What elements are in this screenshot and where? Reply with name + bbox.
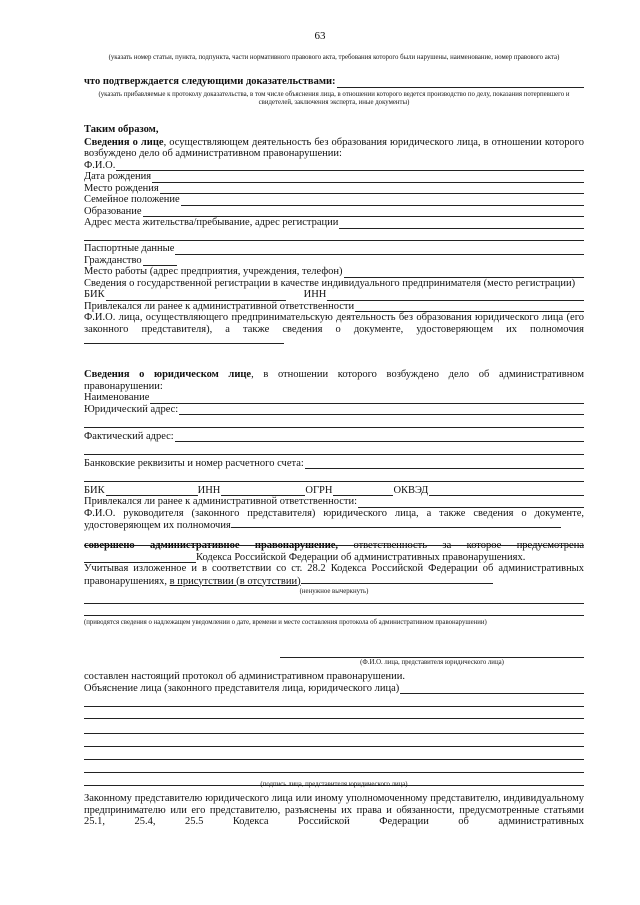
birth-place-label: Место рождения: [84, 182, 159, 194]
education-field[interactable]: [143, 207, 584, 217]
education-label: Образование: [84, 205, 142, 217]
fio-field[interactable]: [116, 161, 584, 171]
legal-bik-label: БИК: [84, 484, 105, 496]
ogrn-field[interactable]: [333, 486, 393, 496]
article-field[interactable]: [84, 553, 196, 563]
fio-hint: (Ф.И.О. лица, представителя юридического лица): [360, 659, 504, 666]
explanation-line-2[interactable]: [84, 707, 584, 720]
thus-label: Таким образом,: [84, 124, 159, 135]
prev-label: Привлекался ли ранее к административной ответственности: [84, 300, 355, 312]
code-label: Кодекса Российской Федерации об административных правонарушениях.: [196, 551, 526, 563]
proof-line: [84, 76, 584, 88]
bank-field[interactable]: [305, 459, 584, 469]
page-number: 63: [314, 30, 326, 42]
legal-name-label: Наименование: [84, 392, 150, 403]
explanation-line-6[interactable]: [84, 760, 584, 773]
fio-label: Ф.И.О.: [84, 159, 116, 171]
legal-prev-field[interactable]: [358, 498, 584, 508]
inn-label: ИНН: [303, 289, 327, 300]
citizenship-label: Гражданство: [84, 254, 142, 266]
explanation-line-1[interactable]: [84, 694, 584, 707]
final-paragraph: [84, 793, 584, 828]
bank-label: Банковские реквизиты и номер расчетного счета:: [84, 457, 304, 469]
family-field[interactable]: [181, 196, 584, 206]
head-label: Ф.И.О. руководителя (законного представителя) юридического лица, а также сведения о документе, удостоверяющем их полномочия: [84, 507, 584, 531]
bik-label: БИК: [84, 289, 105, 300]
explanation-label: Объяснение лица (законного представителя лица, юридического лица): [84, 682, 400, 694]
person-intro: Сведения о лице, осуществляющем деятельность без образования юридического лица, в отношении которого возбуждено дело об административном правонарушении:: [84, 136, 585, 159]
passport-field[interactable]: [175, 245, 584, 255]
legal-section: [84, 369, 584, 546]
passport-label: Паспортные данные: [84, 243, 175, 254]
ogrn-label: ОГРН: [305, 484, 333, 496]
fio-sign-field[interactable]: [280, 647, 584, 658]
legal-address-field[interactable]: [179, 405, 584, 415]
inn-field[interactable]: [327, 291, 584, 301]
address-extra-field[interactable]: [84, 229, 584, 242]
representative-field[interactable]: [84, 335, 284, 344]
ip-registration-label: Сведения о государственной регистрации в качестве индивидуального предпринимателя (место регистрации): [84, 277, 576, 289]
actual-address-label: Фактический адрес:: [84, 430, 174, 442]
proof-label: что подтверждается следующими доказательствами:: [84, 76, 336, 87]
notice-field-2[interactable]: [84, 604, 584, 616]
citizenship-field[interactable]: [143, 256, 177, 266]
strike-hint: (ненужное вычеркнуть): [299, 588, 369, 595]
considering-text: Учитывая изложенное и в соответствии со ст. 28.2 Кодекса Российской Федерации об административных правонарушениях, в присутствии (в отсутствии): [84, 563, 584, 587]
notice-field-1[interactable]: [84, 596, 584, 604]
actual-address-extra[interactable]: [84, 442, 584, 455]
article-hint: (указать номер статьи, пункта, подпункта, части нормативного правового акта, требования которого были нарушены, наименование, номер правового акта): [108, 54, 560, 61]
head-field[interactable]: [231, 519, 561, 528]
explanation-line-3[interactable]: [84, 719, 584, 734]
explanation-section: [84, 671, 584, 786]
legal-address-label: Юридический адрес:: [84, 403, 179, 415]
bik-field[interactable]: [106, 291, 286, 301]
workplace-label: Место работы (адрес предприятия, учреждения, телефон): [84, 266, 343, 277]
explanation-field[interactable]: [400, 684, 584, 694]
presence-option[interactable]: в присутствии (в отсутствии): [169, 575, 301, 587]
explanation-line-4[interactable]: [84, 734, 584, 747]
legal-intro: Сведения о юридическом лице, в отношении которого возбуждено дело об административном правонарушении:: [84, 369, 585, 392]
rights-text: Законному представителю юридического лица или иному уполномоченному представителю, индивидуальному предпринимателю или его представителю, разъяснены их права и обязанности, предусмотренные статьями 25.1, 25.4, 25.5 Кодекса Российской Федерации об административных: [84, 793, 584, 827]
presence-field[interactable]: [301, 575, 493, 584]
legal-bik-field[interactable]: [106, 486, 198, 496]
birth-place-field[interactable]: [160, 184, 584, 194]
address-field[interactable]: [339, 219, 584, 229]
explanation-line-5[interactable]: [84, 747, 584, 760]
offense-section: [84, 540, 584, 627]
actual-address-field[interactable]: [175, 432, 584, 442]
family-label: Семейное положение: [84, 194, 180, 205]
legal-inn-field[interactable]: [221, 486, 305, 496]
birth-date-label: Дата рождения: [84, 171, 152, 182]
address-label: Адрес места жительства/пребывание, адрес регистрации: [84, 217, 339, 228]
person-section: [84, 124, 584, 348]
composed-text: составлен настоящий протокол об административном правонарушении.: [84, 671, 405, 682]
legal-prev-label: Привлекался ли ранее к административной ответственности:: [84, 496, 358, 507]
representative-label: Ф.И.О. лица, осуществляющего предпринимательскую деятельность без образования юридического лица (его законного представителя), а также сведения о документе, удостоверяющем их полномочия: [84, 312, 584, 348]
legal-name-field[interactable]: [150, 394, 584, 404]
legal-address-extra[interactable]: [84, 415, 584, 428]
proof-field[interactable]: [337, 78, 584, 88]
committed-line: совершено административное правонарушение, ответственность за которое предусмотрена: [84, 540, 584, 551]
sign-hint: (подпись лица, представителя юридического лица): [260, 781, 408, 788]
birth-date-field[interactable]: [152, 173, 584, 183]
workplace-field[interactable]: [344, 268, 585, 278]
okved-field[interactable]: [429, 486, 584, 496]
notice-hint: (приводятся сведения о надлежащем уведомлении о дате, времени и месте составления протокола об административном правонарушении): [84, 619, 487, 626]
legal-inn-label: ИНН: [197, 484, 221, 496]
proof-hint: (указать прибавляемые к протоколу доказательства, в том числе объяснения лица, в отношении которого ведется производство по делу, показания потерпевшего и свидетелей, заключения эксперта, иные документы): [98, 91, 570, 106]
bank-extra[interactable]: [84, 469, 584, 482]
okved-label: ОКВЭД: [393, 484, 429, 496]
prev-field[interactable]: [355, 302, 584, 312]
